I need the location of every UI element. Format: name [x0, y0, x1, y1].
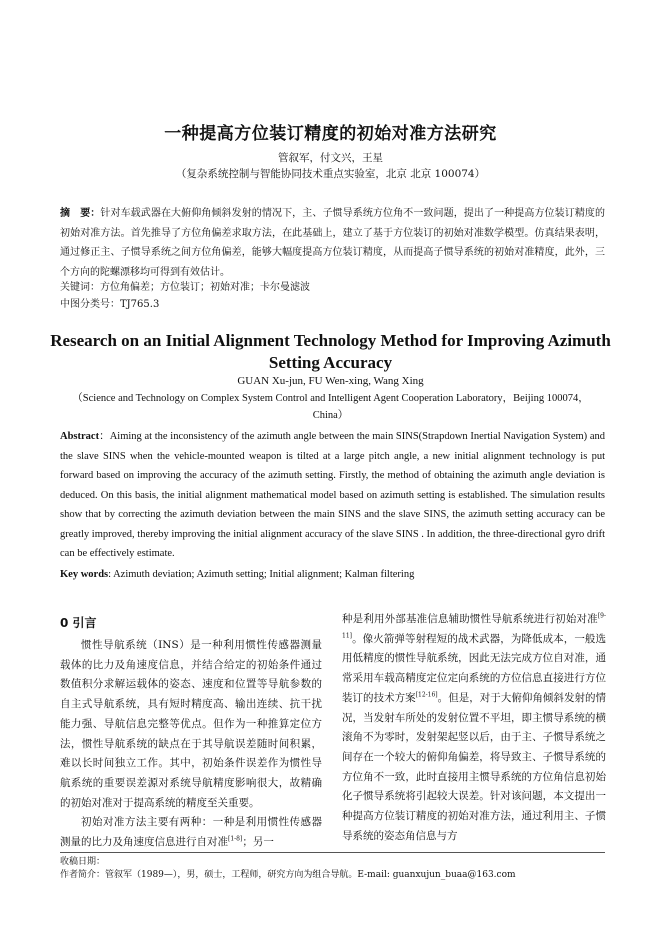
english-abstract-label: Abstract — [60, 431, 100, 442]
chinese-keywords-text: 方位角偏差；方位装订；初始对准；卡尔曼滤波 — [100, 282, 310, 293]
citation-ref: [12-16] — [415, 691, 438, 699]
body-paragraph-continued — [342, 610, 606, 846]
chinese-affiliation: （复杂系统控制与智能协同技术重点实验室，北京 北京 100074） — [175, 168, 486, 180]
english-affiliation: （Science and Technology on Complex System Control and Intelligent Agent Cooperation Laboratory，Beijing 100074，China） — [72, 393, 589, 421]
classification-number — [60, 296, 605, 313]
english-keywords-label: Key words — [60, 569, 109, 580]
english-authors: GUAN Xu-jun, FU Wen-xing, Wang Xing — [237, 375, 424, 387]
english-abstract-text: ：Aiming at the inconsistency of the azimuth angle between the main SINS(Strapdown Inertial Navigation System) and the slave SINS when the vehicle-mounted weapon is tilted at a large pitch angle, a new initial alignment technology is put forward based on improving the accuracy of the azimuth setting. Firstly, the method of obtaining the azimuth angle deviation is deduced. On this basis, the initial alignment mathematical model based on azimuth setting is established. The simulation results show that by correcting the azimuth deviation between the main SINS and the slave SINS, the azimuth setting accuracy can be greatly improved, thereby improving the initial alignment accuracy of the slave SINS . In addition, the three-directional gyro drift can be effectively estimate. — [60, 431, 605, 559]
classification-label: 中图分类号： — [60, 299, 120, 310]
english-keywords-text: : Azimuth deviation; Azimuth setting; Initial alignment; Kalman filtering — [108, 569, 415, 580]
body-paragraph-2 — [60, 813, 322, 852]
body-column-left — [60, 613, 322, 853]
citation-ref: [9-11] — [342, 612, 606, 640]
chinese-keywords — [60, 279, 605, 296]
english-title: Research on an Initial Alignment Technology Method for Improving Azimuth Setting Accuracy — [50, 331, 611, 372]
chinese-title: 一种提高方位装订精度的初始对准方法研究 — [164, 124, 497, 144]
citation-ref: [1-8] — [228, 835, 243, 843]
paragraph-cont-b: 。像火箭弹等射程短的战术武器，为降低成本，一般选用低精度的惯性导航系统，因此无法完成方位自对准，通常采用车载高精度定位定向系统的方位信息直接进行方位装订的技术方案 — [342, 632, 606, 704]
footnote-author-intro: 作者简介：管叙军（1989—），男，硕士，工程师，研究方向为组合导航。E-mail: guanxujun_buaa@163.com — [60, 870, 516, 880]
classification-value: TJ765.3 — [120, 299, 160, 310]
paragraph-2-text: 初始对准方法主要有两种：一种是利用惯性传感器测量的比力及角速度信息进行自对准 — [60, 816, 322, 849]
chinese-abstract-text: 针对车载武器在大俯仰角倾斜发射的情况下，主、子惯导系统方位角不一致问题，提出了一种提高方位装订精度的初始对准方法。首先推导了方位角偏差求取方法，在此基础上，建立了基于方位装订的初始对准数学模型。仿真结果表明，通过修正主、子惯导系统之间方位角偏差，能够大幅度提高方位装订精度，从而提高子惯导系统的初始对准精度，此外，三个方向的陀螺漂移均可得到有效估计。 — [60, 208, 606, 278]
body-paragraph-1: 惯性导航系统（INS）是一种利用惯性传感器测量载体的比力及角速度信息，并结合给定的初始条件通过数值积分求解运载体的姿态、速度和位置等导航参数的自主式导航系统，具有短时精度高、输出连续、抗干扰能力强、导航信息完整等优点。但作为一种推算定位方法，惯性导航系统的缺点在于其导航误差随时间积累，难以长时间独立工作。其中，初始条件误差作为惯性导航系统的重要误差源对系统导航精度影响很大，故精确的初始对准对于提高系统的精度至关重要。 — [60, 639, 322, 809]
english-keywords — [60, 566, 605, 583]
paragraph-2-tail: ；另一 — [242, 836, 274, 849]
chinese-authors: 管叙军，付文兴，王星 — [278, 152, 383, 164]
footnote-divider — [60, 852, 605, 853]
paragraph-cont-c: 。但是，对于大俯仰角倾斜发射的情况，当发射车所处的发射位置不平坦，即主惯导系统的横滚角不为零时，发射架起竖以后，由于主、子惯导系统之间存在一个较大的俯仰角偏差，将导致主、子惯导系统的方位角不一致，此时直接用主惯导系统的方位角信息初始化子惯导系统将引起较大误差。针对该问题，本文提出一种提高方位装订精度的初始对准方法，通过利用主、子惯导系统的姿态角信息与方 — [342, 691, 607, 842]
section-heading-introduction: 0 引言 — [60, 616, 97, 630]
chinese-keywords-label: 关键词： — [60, 282, 100, 293]
body-column-right — [342, 610, 606, 846]
chinese-abstract-label: 摘 要： — [60, 208, 101, 219]
paragraph-cont-a: 种是利用外部基准信息辅助惯性导航系统进行初始对准 — [342, 613, 598, 625]
english-abstract — [60, 427, 605, 564]
chinese-abstract — [60, 204, 605, 282]
footnote-received: 收稿日期： — [60, 857, 106, 867]
